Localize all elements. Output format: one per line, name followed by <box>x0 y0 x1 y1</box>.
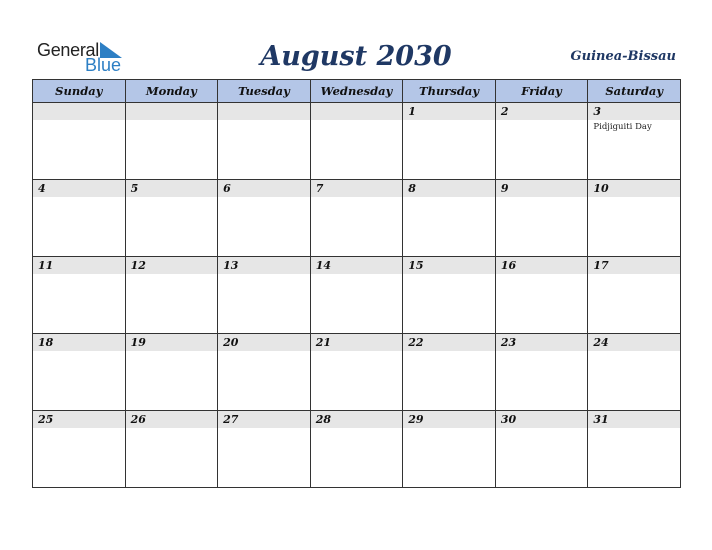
weekday-header-monday: Monday <box>125 80 218 103</box>
day-cell <box>125 411 218 488</box>
day-cell <box>33 334 126 411</box>
day-cell <box>403 411 496 488</box>
day-number <box>311 103 403 120</box>
day-cell <box>495 180 588 257</box>
day-number: 4 <box>33 180 125 197</box>
day-cell <box>310 411 403 488</box>
day-cell <box>218 180 311 257</box>
day-cell <box>125 257 218 334</box>
day-cell <box>403 257 496 334</box>
day-number: 17 <box>588 257 680 274</box>
day-cell <box>33 257 126 334</box>
weekday-header-sunday: Sunday <box>33 80 126 103</box>
day-number: 26 <box>126 411 218 428</box>
day-cell <box>588 257 681 334</box>
weekday-header-wednesday: Wednesday <box>310 80 403 103</box>
weekday-header-row <box>33 80 681 103</box>
calendar-grid <box>32 79 681 488</box>
day-number: 15 <box>403 257 495 274</box>
day-number: 10 <box>588 180 680 197</box>
day-number: 19 <box>126 334 218 351</box>
day-number: 5 <box>126 180 218 197</box>
weekday-header-tuesday: Tuesday <box>218 80 311 103</box>
day-cell <box>588 411 681 488</box>
week-row-3 <box>33 257 681 334</box>
day-number: 3 <box>588 103 680 120</box>
calendar-title: August 2030 <box>260 41 452 72</box>
weekday-header-saturday: Saturday <box>588 80 681 103</box>
logo-word-blue: Blue <box>85 55 122 75</box>
day-number: 12 <box>126 257 218 274</box>
day-number: 20 <box>218 334 310 351</box>
day-number <box>126 103 218 120</box>
week-row-5 <box>33 411 681 488</box>
weekday-header-thursday: Thursday <box>403 80 496 103</box>
week-row-2 <box>33 180 681 257</box>
day-number: 31 <box>588 411 680 428</box>
day-cell <box>218 411 311 488</box>
day-cell-empty <box>33 103 126 180</box>
day-cell <box>588 180 681 257</box>
day-number <box>218 103 310 120</box>
day-cell <box>218 257 311 334</box>
day-cell <box>403 180 496 257</box>
day-cell <box>310 257 403 334</box>
week-row-4 <box>33 334 681 411</box>
day-number: 2 <box>496 103 588 120</box>
day-cell <box>495 411 588 488</box>
day-cell <box>218 334 311 411</box>
day-number: 13 <box>218 257 310 274</box>
holiday-event: Pidjiguiti Day <box>593 122 652 132</box>
day-cell <box>310 180 403 257</box>
day-cell <box>125 180 218 257</box>
day-number: 21 <box>311 334 403 351</box>
week-row-1 <box>33 103 681 180</box>
logo-word-general: General <box>37 40 99 60</box>
day-number: 7 <box>311 180 403 197</box>
day-number: 6 <box>218 180 310 197</box>
day-number: 1 <box>403 103 495 120</box>
day-cell <box>125 334 218 411</box>
day-number: 11 <box>33 257 125 274</box>
day-cell <box>403 334 496 411</box>
day-number: 16 <box>496 257 588 274</box>
day-cell <box>588 334 681 411</box>
day-cell <box>495 103 588 180</box>
day-number: 29 <box>403 411 495 428</box>
day-number: 22 <box>403 334 495 351</box>
day-cell <box>495 334 588 411</box>
day-cell <box>495 257 588 334</box>
day-cell <box>588 103 681 180</box>
day-number: 24 <box>588 334 680 351</box>
weekday-header-friday: Friday <box>495 80 588 103</box>
day-cell <box>33 180 126 257</box>
day-number: 8 <box>403 180 495 197</box>
day-cell-empty <box>310 103 403 180</box>
country-name: Guinea-Bissau <box>570 49 676 64</box>
day-cell-empty <box>125 103 218 180</box>
day-number: 14 <box>311 257 403 274</box>
day-number <box>33 103 125 120</box>
day-number: 28 <box>311 411 403 428</box>
day-cell <box>310 334 403 411</box>
day-cell <box>33 411 126 488</box>
day-number: 18 <box>33 334 125 351</box>
day-number: 25 <box>33 411 125 428</box>
day-number: 9 <box>496 180 588 197</box>
day-cell <box>403 103 496 180</box>
day-cell-empty <box>218 103 311 180</box>
day-number: 30 <box>496 411 588 428</box>
day-number: 27 <box>218 411 310 428</box>
day-number: 23 <box>496 334 588 351</box>
